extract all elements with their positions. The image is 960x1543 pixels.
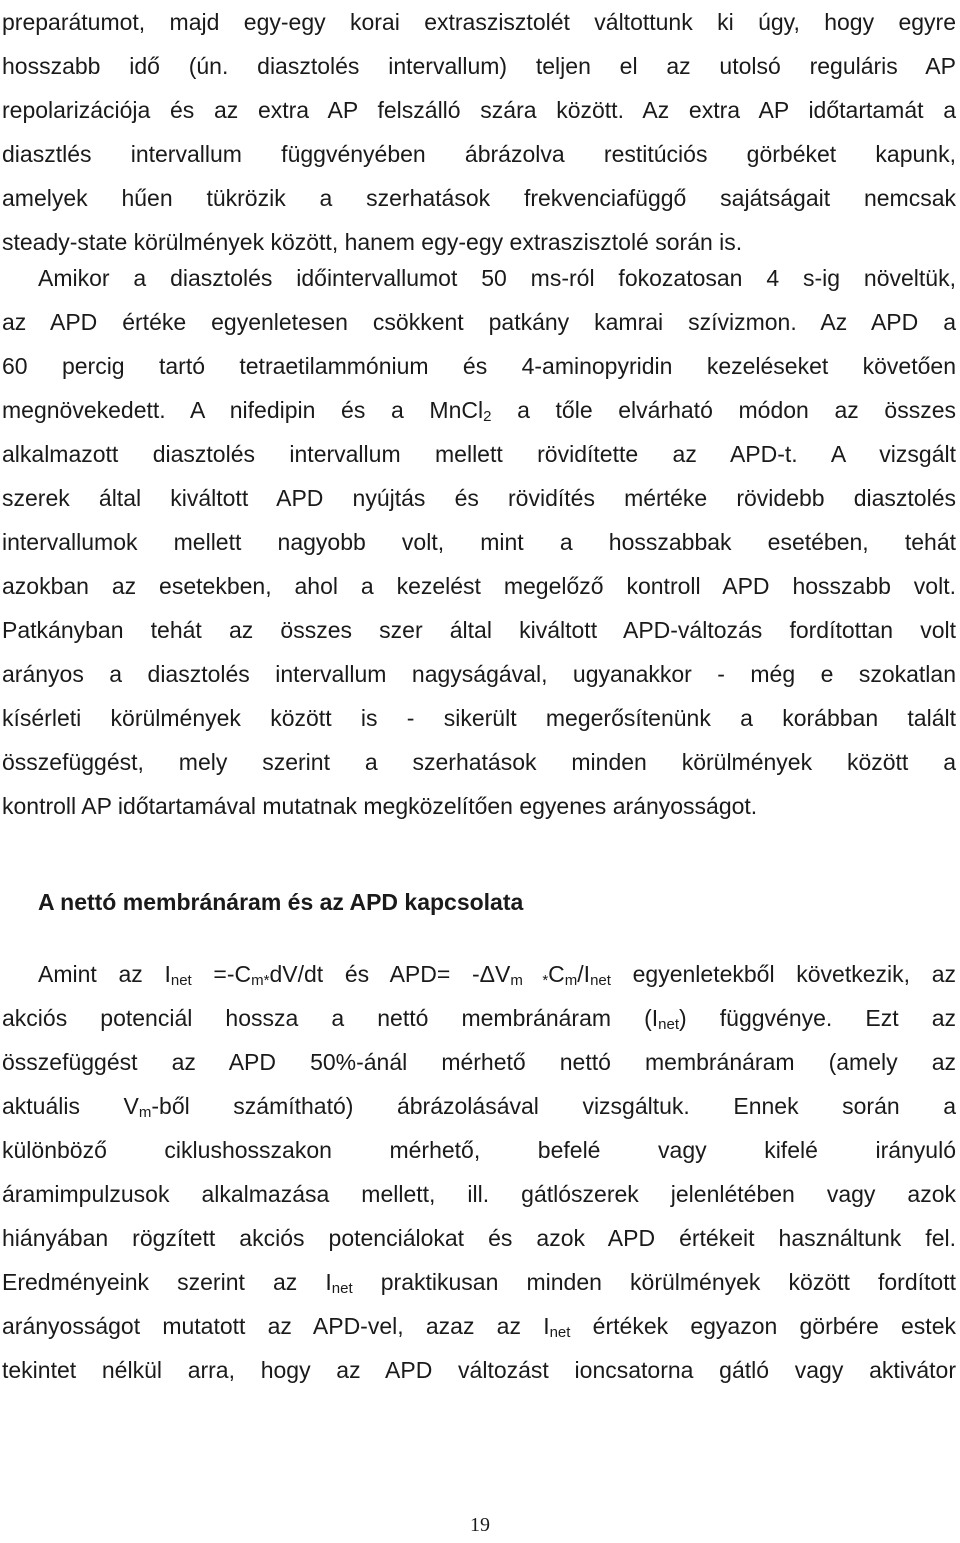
text-line [2, 388, 956, 432]
text-line: különböző ciklushosszakon mérhető, befelé vagy kifelé irányuló [2, 1137, 956, 1163]
text-span: Eredményeink szerint az I [2, 1269, 332, 1295]
text-line: repolarizációja és az extra AP felszálló szára között. Az extra AP időtartamát a [2, 97, 956, 123]
text-line: áramimpulzusok alkalmazása mellett, ill. gátlószerek jelenlétében vagy azok [2, 1181, 956, 1207]
subscript: net [331, 1280, 353, 1297]
text-line [2, 1304, 956, 1348]
text-line: összefüggést, mely szerint a szerhatások minden körülmények között a [2, 749, 956, 775]
text-span: praktikusan minden körülmények között fordított [352, 1269, 956, 1295]
subscript: m [564, 972, 578, 989]
text-span: Amint az I [38, 961, 171, 987]
text-line: alkalmazott diasztolés intervallum mellett rövidítette az APD-t. A vizsgált [2, 441, 956, 467]
subscript: net [590, 972, 611, 989]
text-line: preparátumot, majd egy-egy korai extraszisztolét váltottunk ki úgy, hogy egyre [2, 9, 956, 35]
text-span: /I [577, 961, 591, 987]
text-span: -ből számítható) ábrázolásával vizsgáltuk. Ennek során a [151, 1093, 956, 1119]
subscript: m * [510, 972, 549, 989]
subscript: m [138, 1104, 152, 1121]
text-line [2, 1084, 956, 1128]
paragraph-diastolic-interval [2, 256, 956, 828]
text-span: a tőle elvárható módon az összes [491, 397, 956, 423]
text-line: kísérleti körülmények között is - sikerült megerősítenünk a korábban talált [2, 705, 956, 731]
text-span: értékek egyazon görbére estek [570, 1313, 956, 1339]
text-span: =-C [191, 961, 252, 987]
text-span: C [548, 961, 565, 987]
text-line: összefüggést az APD 50%-ánál mérhető nettó membránáram (amely az [2, 1049, 956, 1075]
text-span: aktuális V [2, 1093, 139, 1119]
text-line [2, 1260, 956, 1304]
text-span: arányosságot mutatott az APD-vel, azaz az I [2, 1313, 550, 1339]
text-line: arányos a diasztolés intervallum nagyságával, ugyanakkor - még e szokatlan [2, 661, 956, 687]
subscript: net [549, 1324, 571, 1341]
text-line: hosszabb idő (ún. diasztolés intervallum) teljen el az utolsó reguláris AP [2, 53, 956, 79]
text-line: szerek által kiváltott APD nyújtás és rövidítés mértéke rövidebb diasztolés [2, 485, 956, 511]
text-line: steady-state körülmények között, hanem egy-egy extraszisztolé során is. [2, 229, 743, 255]
text-line: intervallumok mellett nagyobb volt, mint a hosszabbak esetében, tehát [2, 529, 956, 555]
subscript: net [658, 1016, 680, 1033]
subscript: m* [251, 972, 270, 989]
text-span: ) függvénye. Ezt az [679, 1005, 956, 1031]
subscript: net [170, 972, 192, 989]
text-line: 60 percig tartó tetraetilammónium és 4-aminopyridin kezeléseket követően [2, 353, 956, 379]
paragraph-restitution [2, 0, 956, 264]
text-span: dV/dt és APD= -ΔV [269, 961, 511, 987]
subscript: 2 [483, 408, 492, 425]
text-line: hiányában rögzített akciós potenciálokat és azok APD értékeit használtunk fel. [2, 1225, 956, 1251]
section-heading: A nettó membránáram és az APD kapcsolata [38, 889, 524, 915]
text-line: kontroll AP időtartamával mutatnak megközelítően egyenes arányosságot. [2, 793, 758, 819]
text-span: egyenletekből következik, az [610, 961, 957, 987]
text-line: tekintet nélkül arra, hogy az APD változást ioncsatorna gátló vagy aktivátor [2, 1357, 956, 1383]
text-line: az APD értéke egyenletesen csökkent patkány kamrai szívizmon. Az APD a [2, 309, 956, 335]
text-line: diasztlés intervallum függvényében ábrázolva restitúciós görbéket kapunk, [2, 141, 956, 167]
paragraph-net-current [2, 952, 956, 1392]
text-line: Amikor a diasztolés időintervallumot 50 ms-ról fokozatosan 4 s-ig növeltük, [38, 265, 956, 291]
text-line: azokban az esetekben, ahol a kezelést megelőző kontroll APD hosszabb volt. [2, 573, 956, 599]
text-line [2, 952, 956, 996]
text-line: Patkányban tehát az összes szer által kiváltott APD-változás fordítottan volt [2, 617, 956, 643]
text-line [2, 996, 956, 1040]
text-line: amelyek hűen tükrözik a szerhatások frekvenciafüggő sajátságait nemcsak [2, 185, 956, 211]
page-number: 19 [470, 1514, 490, 1536]
text-span: akciós potenciál hossza a nettó membránáram (I [2, 1005, 659, 1031]
text-span: megnövekedett. A nifedipin és a MnCl [2, 397, 484, 423]
